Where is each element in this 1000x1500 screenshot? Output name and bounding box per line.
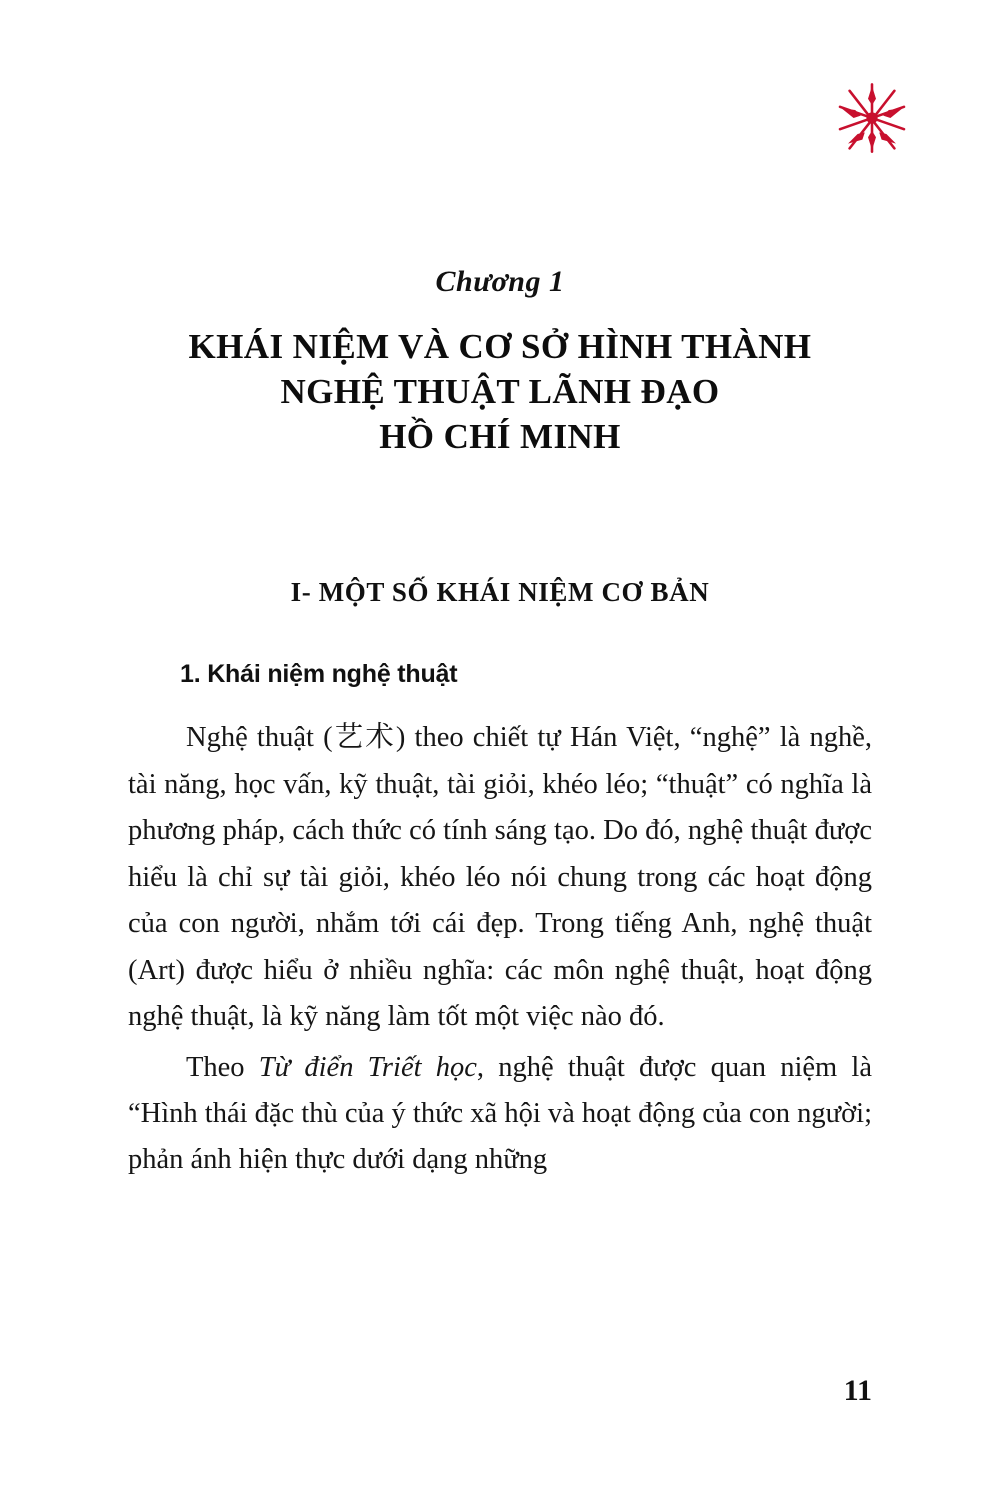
paragraph-2-run-3: , nghệ thuật được quan niệm là “Hình thái đặc thù của ý thức xã hội và hoạt động của con người; phản ánh hiện thực dưới dạng những bbox=[128, 1051, 873, 1176]
paragraph-2-run-2-italic: Từ điển Triết học bbox=[258, 1051, 477, 1083]
paragraph-1-run-1: Nghệ thuật (艺术) theo chiết tự Hán Việt, “nghệ” là nghề, tài năng, học vấn, kỹ thuật, tài giỏi, khéo léo; “thuật” có nghĩa là phương pháp, cách thức có tính sáng tạo. Do đó, nghệ thuật được hiểu là chỉ sự tài giỏi, khéo léo nói chung trong các hoạt động của con người, nhắm tới cái đẹp. Trong tiếng Anh, nghệ thuật (Art) được hiểu ở nhiều nghĩa: các môn nghệ thuật, hoạt động nghệ thuật, là kỹ năng làm tốt một việc nào đó. bbox=[128, 722, 872, 1033]
chapter-title-line-2: NGHỆ THUẬT LÃNH ĐẠO bbox=[280, 371, 720, 411]
page-content bbox=[128, 265, 872, 1184]
paragraph-2-run-1: Theo bbox=[186, 1051, 259, 1083]
chapter-label: Chương 1 bbox=[435, 265, 565, 298]
page-number: 11 bbox=[843, 1374, 872, 1407]
page-title bbox=[128, 325, 872, 459]
chapter-title-line-1: KHÁI NIỆM VÀ CƠ SỞ HÌNH THÀNH bbox=[188, 327, 812, 366]
paragraph-2 bbox=[128, 1045, 872, 1184]
subsection-heading: 1. Khái niệm nghệ thuật bbox=[180, 660, 458, 689]
star-flower-ornament-icon bbox=[832, 78, 912, 158]
chapter-title-line-3: HỒ CHÍ MINH bbox=[379, 416, 621, 456]
section-heading: I- MỘT SỐ KHÁI NIỆM CƠ BẢN bbox=[290, 577, 710, 608]
paragraph-1 bbox=[128, 715, 872, 1040]
